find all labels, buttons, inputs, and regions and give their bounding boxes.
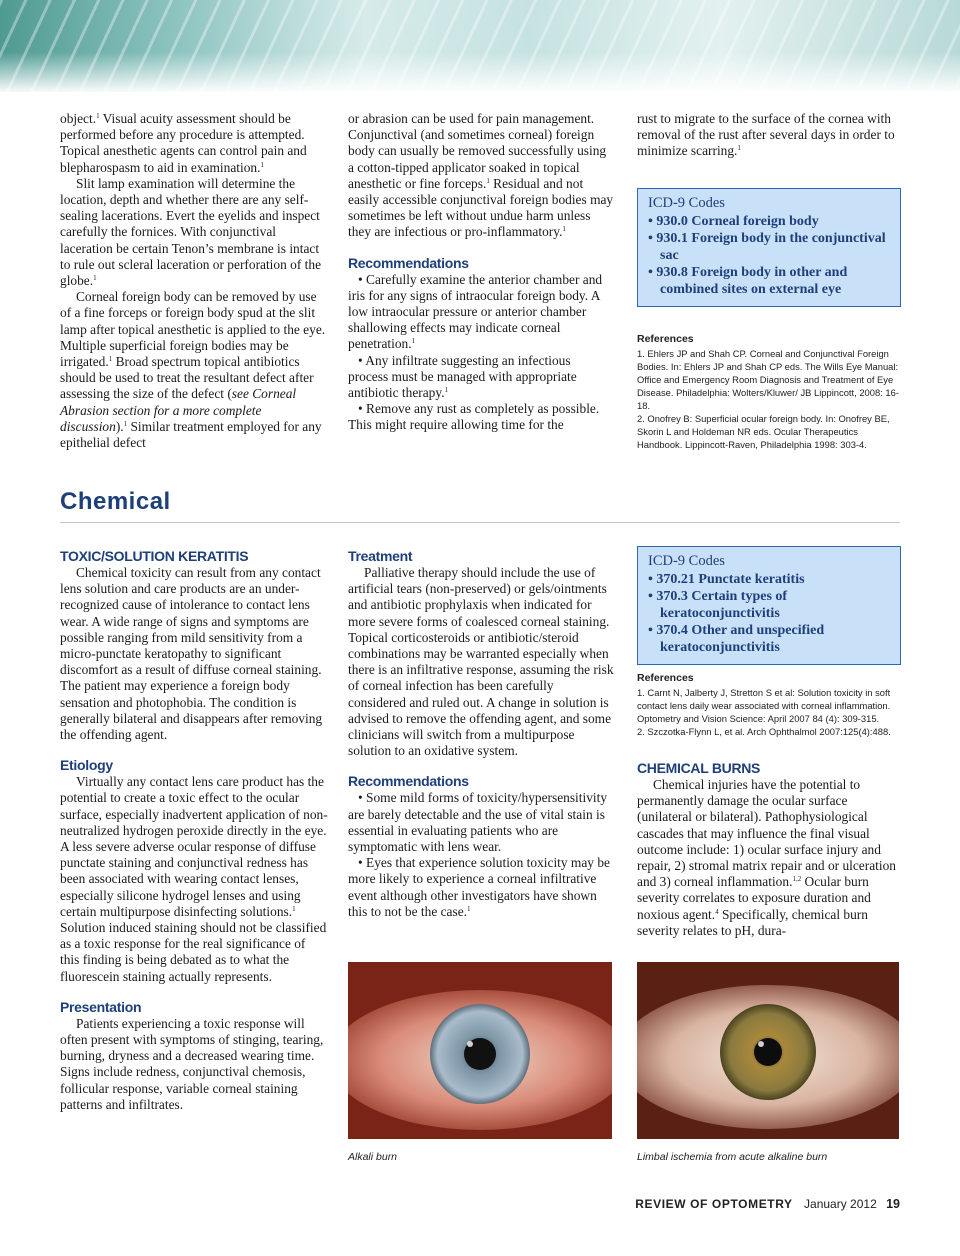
bullet-item: • Eyes that experience solution toxicity may be more likely to experience a corneal infiltrative event although other investigators have shown this to not be the case.$^1$: [348, 855, 610, 919]
reference-item: 1. Ehlers JP and Shah CP. Corneal and Conjunctival Foreign Bodies. In: Ehlers JP and Shah CP eds. The Wills Eye Manual: Office and Emergency Room Diagnosis and Treatment of Eye Disease. Philadelphia: Wolters/Kluwer/ JB Lippincott, 2008: 16-18.: [637, 348, 899, 411]
section-divider: [60, 522, 900, 523]
eye-photo-alkali-burn: [348, 962, 612, 1139]
bullet-item: • Some mild forms of toxicity/hypersensitivity are barely detectable and the use of vital stain is essential in evaluating patients who are symptomatic with lens wear.: [348, 790, 608, 855]
pupil: [754, 1038, 782, 1066]
icd9-code-item: • 930.0 Corneal foreign body: [648, 214, 819, 229]
icd9-codes-box: [637, 546, 901, 665]
reference-item: 1. Carnt N, Jalberty J, Stretton S et al: Solution toxicity in soft contact lens daily wear associated with corneal inflammation. Optometry and Vision Science: April 2007 84 (4): 309-315.: [637, 687, 891, 724]
icd9-title: ICD-9 Codes: [648, 553, 725, 569]
references: [637, 333, 899, 451]
photo-caption: Alkali burn: [348, 1151, 398, 1163]
toxic-keratitis-heading: TOXIC/SOLUTION KERATITIS: [60, 548, 249, 564]
issue-date: January 2012: [804, 1197, 877, 1211]
treatment-heading: Treatment: [348, 548, 413, 564]
paragraph: Palliative therapy should include the use of artificial tears (non-preserved) or gels/ointments and antibiotic prophylaxis when indicated for more severe forms of coalesced corneal staining. Topical corticosteroids or antibiotic/steroid combinations may be warranted especially when there is an infiltrative response, assuming the risk of corneal infection has been carefully considered and ruled out. A change in solution is advised to remove the offending agent, and some clinicians will switch from a multipurpose solution to an oxidative system.: [348, 565, 614, 759]
icd9-title: ICD-9 Codes: [648, 195, 725, 211]
section-title: Chemical: [60, 488, 171, 515]
photo-caption: Limbal ischemia from acute alkaline burn: [637, 1151, 828, 1163]
chemical-column-2: [348, 548, 614, 920]
icd9-code-item: • 370.3 Certain types of keratoconjunctivitis: [648, 589, 788, 621]
magazine-name: REVIEW OF OPTOMETRY: [635, 1197, 793, 1211]
references: [637, 672, 899, 738]
page-number: 19: [886, 1197, 900, 1211]
icd9-code-item: • 930.8 Foreign body in other and combined sites on external eye: [648, 265, 848, 297]
paragraph: Patients experiencing a toxic response will often present with symptoms of stinging, tearing, burning, dryness and a decreased wearing time. Signs include redness, conjunctival chemosis, follicular response, variable corneal staining patterns and infiltrates.: [60, 1015, 324, 1112]
references-title: References: [637, 672, 694, 684]
bullet-item: • Carefully examine the anterior chamber and iris for any signs of intraocular foreign body. A low intraocular pressure or anterior chamber shallowing effects may indicate corneal penetration.$^1$: [348, 271, 603, 352]
references-title: References: [637, 333, 694, 345]
paragraph: Chemical toxicity can result from any contact lens solution and care products are an under-recognized cause of intolerance to contact lens wear. A wide range of signs and symptoms are possible ranging from mild sensitivity from a micro-punctate keratopathy to significant discomfort as a result of diffuse corneal staining. The patient may experience a foreign body sensation and photophobia. The condition is generally bilateral and disappears after removing the offending agent.: [60, 565, 323, 743]
eye-photo-limbal-ischemia: [637, 962, 899, 1139]
etiology-heading: Etiology: [60, 757, 113, 774]
top-column-1: [60, 111, 328, 451]
chemical-column-3: [637, 760, 901, 939]
paragraph: Corneal foreign body can be removed by use of a fine forceps or foreign body spud at the slit lamp after topical anesthetic is applied to the eye. Multiple superficial foreign bodies may be irrigated.$^1$ Broad spectrum topical antibiotics should be used to treat the resultant defect after assessing the size of the defect (see Corneal Abrasion section for a more complete discussion).$^1$ Similar treatment employed for any epithelial defect: [60, 289, 326, 451]
recommendations-heading: Recommendations: [348, 773, 469, 790]
recommendations-heading: Recommendations: [348, 254, 469, 271]
icd9-code-item: • 370.21 Punctate keratitis: [648, 572, 805, 587]
top-column-3: [637, 111, 901, 160]
presentation-heading: Presentation: [60, 998, 142, 1015]
icd9-code-item: • 930.1 Foreign body in the conjunctival sac: [648, 231, 886, 263]
bullet-item: • Remove any rust as completely as possible. This might require allowing time for the: [348, 401, 600, 433]
eye-illustration: [348, 962, 612, 1139]
paragraph: rust to migrate to the surface of the cornea with removal of the rust after several days in order to minimize scarring.$^1$: [637, 111, 895, 159]
paragraph: Chemical injuries have the potential to permanently damage the ocular surface (unilateral or bilateral). Pathophysiological cascades that may influence the final visual outcome include: 1) ocular surface injury and repair, 2) stromal matrix repair and or ulceration and 3) corneal inflammation.$^{1,2}$ Ocular burn severity correlates to exposure duration and noxious agent.$^4$ Specifically, chemical burn severity relates to pH, dura-: [637, 777, 896, 938]
icd9-code-item: • 370.4 Other and unspecified keratoconjunctivitis: [648, 623, 825, 655]
chemical-burns-heading: CHEMICAL BURNS: [637, 760, 761, 776]
eye-illustration: [637, 962, 899, 1139]
page-footer: [626, 1197, 900, 1211]
paragraph: or abrasion can be used for pain management. Conjunctival (and sometimes corneal) foreign body can usually be removed successfully using a cotton-tipped applicator soaked in topical anesthetic or fine forceps.$^1$ Residual and not easily accessible conjunctival foreign bodies may sometimes be left without undue harm unless they are infectious or pro-inflammatory.$^1$: [348, 111, 614, 240]
paragraph: object.$^1$ Visual acuity assessment should be performed before any procedure is attempted. Topical anesthetic agents can control pain and blepharospasm to aid in examination.$^1$: [60, 111, 307, 175]
reference-item: 2. Szczotka-Flynn L, et al. Arch Ophthalmol 2007:125(4):488.: [637, 726, 891, 737]
header-banner: [0, 0, 960, 92]
reference-item: 2. Onofrey B: Superficial ocular foreign body. In: Onofrey BE, Skorin L and Holdeman NR eds. Ocular Therapeutics Handbook. Lippincott-Raven, Philadelphia 1998: 303-4.: [637, 413, 890, 450]
chemical-column-1: [60, 548, 328, 1113]
icd9-codes-box: [637, 188, 901, 307]
bullet-item: • Any infiltrate suggesting an infectious process must be managed with appropriate antibiotic therapy.$^1$: [348, 352, 577, 401]
paragraph: Virtually any contact lens care product has the potential to create a toxic effect to the ocular surface, especially inadvertent application of non-neutralized hydrogen peroxide directly in the eye. A less severe adverse ocular response of diffuse punctate staining and conjunctival redness has been associated with wearing contact lenses, especially silicone hydrogel lenses and using certain multipurpose disinfecting solutions.$^1$ Solution induced staining should not be classified as a toxic response for the real significance of this finding is being debated as to what the fluorescein staining actually represents.: [60, 774, 328, 984]
top-column-2: [348, 111, 614, 434]
paragraph: Slit lamp examination will determine the location, depth and whether there are any self-sealing lacerations. Evert the eyelids and inspect carefully the fornices. With conjunctival laceration be certain Tenon’s membrane is intact to rule out scleral laceration or perforation of the globe.$^1$: [60, 175, 322, 289]
